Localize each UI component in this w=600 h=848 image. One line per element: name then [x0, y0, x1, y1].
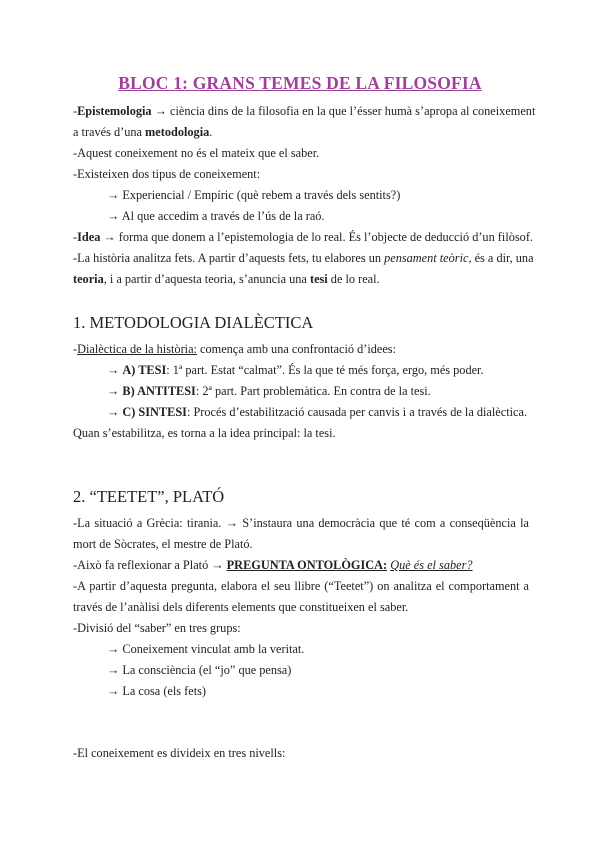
epistemologia-definition-line2	[73, 124, 529, 140]
sintesi-continuation-line: Quan s’estabilitza, es torna a la idea principal: la tesi.	[73, 426, 336, 440]
text: a través d’una	[73, 125, 146, 139]
antitesi-line	[107, 383, 563, 399]
history-line2	[73, 271, 529, 287]
idea-definition-line	[73, 229, 533, 245]
text: : 1ª part. Estat “calmat”. És la que té més força, ergo, més poder.	[166, 363, 484, 377]
text: : Procés d’estabilització causada per canvis i a través de la dialèctica.	[186, 405, 528, 419]
definition-text: → forma que donem a l’epistemologia de lo real. És l’objecte de deducció d’un filòsof.	[100, 230, 533, 244]
text: -La història analitza fets. A partir d’aquests fets, tu elabores un	[73, 251, 385, 265]
term-a-tesi: A) TESI	[122, 363, 167, 377]
text: -Això fa reflexionar a Plató →	[73, 558, 227, 572]
text: de lo real.	[327, 272, 380, 286]
text: comença amb una confrontació d’idees:	[196, 342, 397, 356]
term-metodologia: metodologia	[145, 125, 210, 139]
term-tesi: tesi	[309, 272, 328, 286]
term-pregunta-ontologica: PREGUNTA ONTOLÒGICA:	[226, 558, 388, 572]
definition-text: → ciència dins de la filosofia en la que l’ésser humà s’apropa al coneixement	[151, 104, 536, 118]
coneixement-nivells-line: -El coneixement es divideix en tres nivells:	[73, 746, 286, 760]
text: , és a dir, una	[468, 251, 534, 265]
knowledge-types-line: -Existeixen dos tipus de coneixement:	[73, 167, 261, 181]
page-title: BLOC 1: GRANS TEMES DE LA FILOSOFIA	[118, 73, 482, 93]
dash: -	[73, 104, 78, 118]
section-heading-teetet: 2. “TEETET”, PLATÓ	[73, 487, 225, 506]
term-b-antitesi: B) ANTITESI	[122, 384, 196, 398]
term-epistemologia: Epistemologia	[77, 104, 152, 118]
section-heading-metodologia: 1. METODOLOGIA DIALÈCTICA	[73, 313, 314, 332]
dialectica-line	[73, 341, 529, 357]
term-teoria: teoria	[73, 272, 104, 286]
pregunta-ontologica-line	[73, 557, 529, 573]
saber-division-line: -Divisió del “saber” en tres grups:	[73, 621, 241, 635]
knowledge-type-reason: → Al que accedim a través de l’ús de la raó.	[107, 209, 325, 223]
term-c-sintesi: C) SINTESI	[122, 405, 187, 419]
question-que-es-el-saber: Què és el saber?	[390, 558, 473, 572]
text: .	[209, 125, 213, 139]
sintesi-line	[107, 404, 563, 420]
knowledge-type-empiric: → Experiencial / Empíric (què rebem a través dels sentits?)	[107, 188, 401, 202]
arrow: →	[107, 384, 123, 398]
teetet-book-line1: -A partir d’aquesta pregunta, elabora el seu llibre (“Teetet”) on analitza el comportament a	[73, 579, 529, 593]
term-idea: Idea	[77, 230, 101, 244]
grecia-line2: mort de Sòcrates, el mestre de Plató.	[73, 537, 253, 551]
dash: -	[73, 230, 78, 244]
arrow: →	[107, 405, 123, 419]
saber-group-consciencia: → La consciència (el “jo” que pensa)	[107, 663, 292, 677]
text: , i a partir d’aquesta teoria, s’anuncia una	[103, 272, 310, 286]
saber-group-cosa: → La cosa (els fets)	[107, 684, 207, 698]
term-dialectica: Dialèctica de la història:	[77, 342, 197, 356]
history-line1	[73, 250, 534, 266]
term-pensament-teoric: pensament teòric	[384, 251, 469, 265]
teetet-book-line2: través de l’anàlisi dels diferents elements que constitueixen el saber.	[73, 600, 409, 614]
knowledge-vs-saber-line: -Aquest coneixement no és el mateix que el saber.	[73, 146, 320, 160]
epistemologia-definition-line1	[73, 103, 536, 119]
tesi-line	[107, 362, 563, 378]
dash: -	[73, 342, 78, 356]
text: : 2ª part. Part problemàtica. En contra de la tesi.	[195, 384, 431, 398]
grecia-line1: -La situació a Grècia: tirania. → S’instaura una democràcia que té com a conseqüència la	[73, 516, 529, 530]
arrow: →	[107, 363, 123, 377]
saber-group-veritat: → Coneixement vinculat amb la veritat.	[107, 642, 305, 656]
